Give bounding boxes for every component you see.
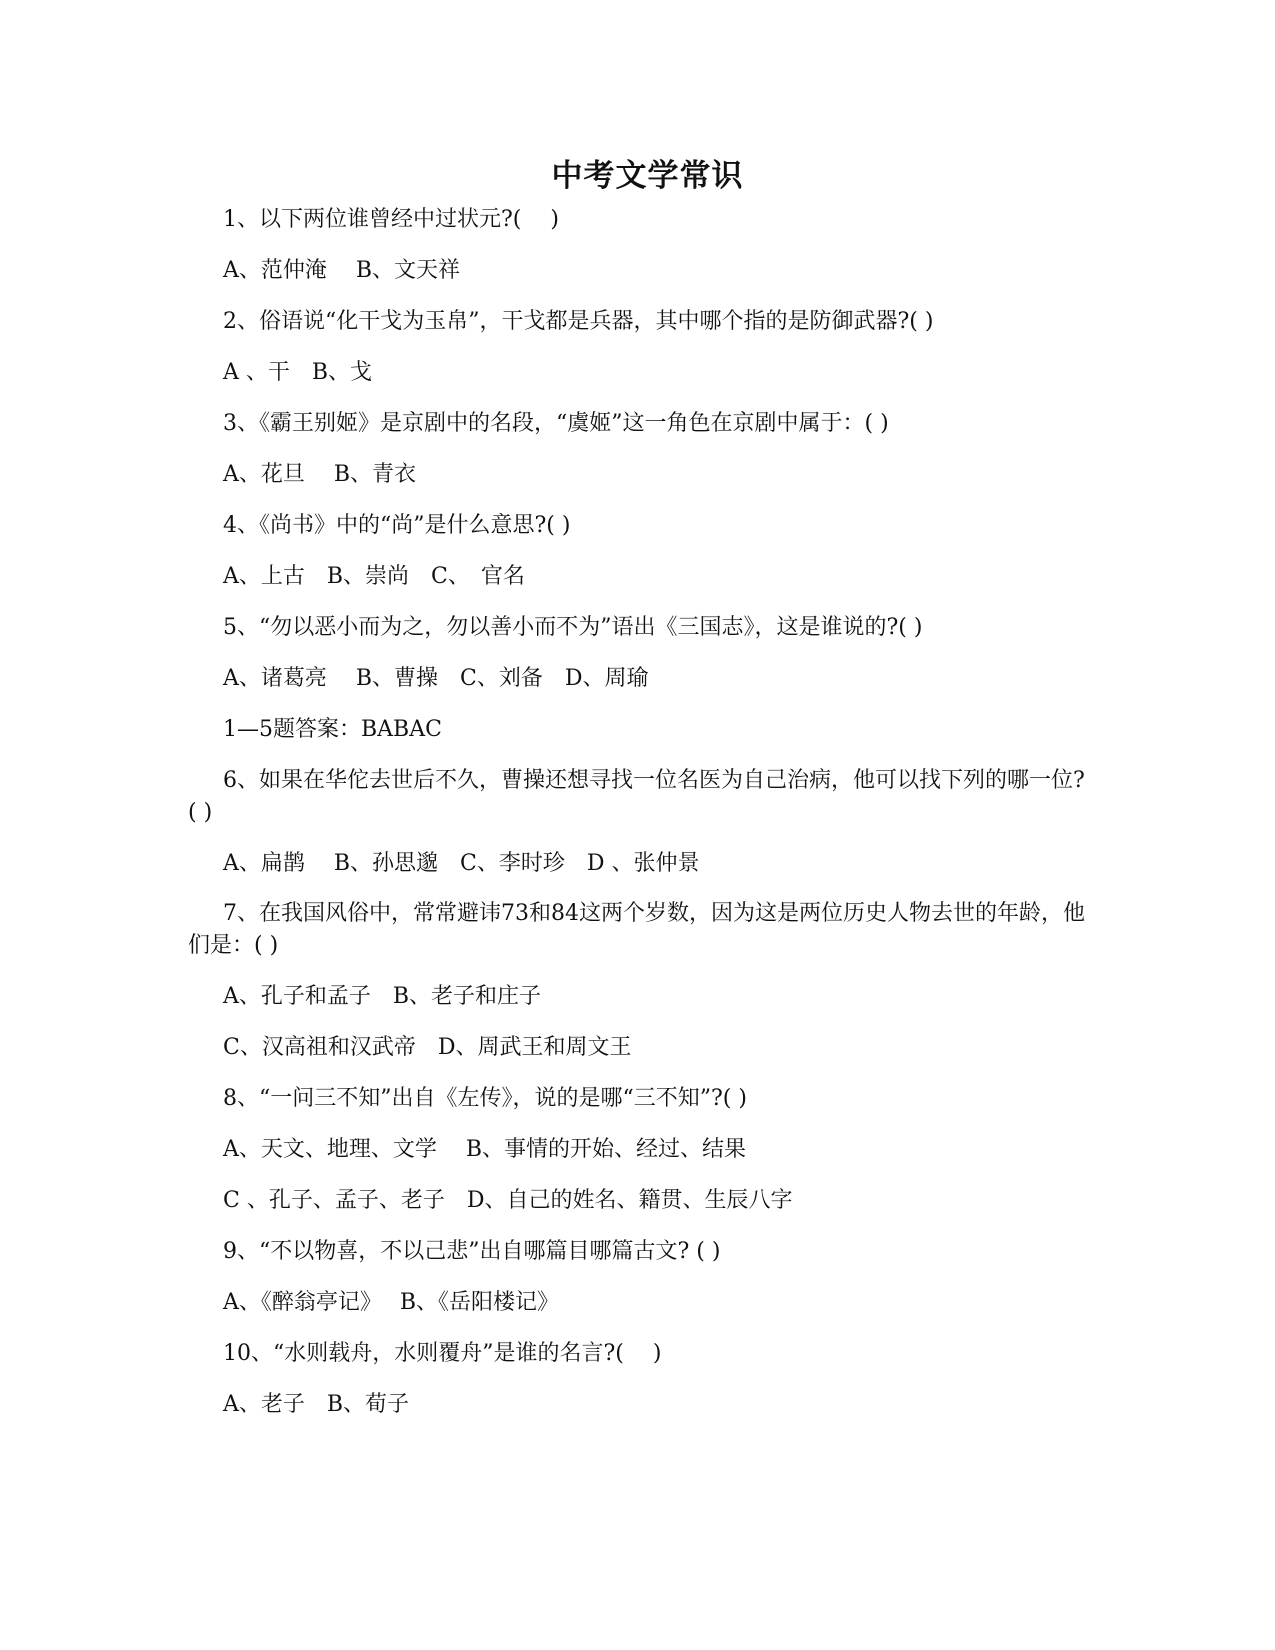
question-10: 10、“水则载舟，水则覆舟”是谁的名言?( ) — [223, 1341, 662, 1366]
question-9: 9、“不以物喜，不以己悲”出自哪篇目哪篇古文? ( ) — [223, 1239, 721, 1264]
options-4: A、上古 B、崇尚 C、 官名 — [223, 564, 525, 589]
question-2: 2、俗语说“化干戈为玉帛”，干戈都是兵器，其中哪个指的是防御武器?( ) — [223, 309, 934, 334]
question-7: 7、在我国风俗中，常常避讳73和84这两个岁数，因为这是两位历史人物去世的年龄，他们是：( ) — [188, 901, 1085, 958]
options-3: A、花旦 B、青衣 — [223, 462, 417, 487]
options-5: A、诸葛亮 B、曹操 C、刘备 D、周瑜 — [223, 666, 649, 691]
question-5: 5、“勿以恶小而为之，勿以善小而不为”语出《三国志》，这是谁说的?( ) — [223, 615, 923, 640]
options-1: A、范仲淹 B、文天祥 — [223, 258, 461, 283]
page-title: 中考文学常识 — [551, 158, 744, 194]
options-6: A、扁鹊 B、孙思邈 C、李时珍 D 、张仲景 — [223, 851, 700, 876]
options-7a: A、孔子和孟子 B、老子和庄子 — [223, 984, 542, 1009]
options-8b: C 、孔子、孟子、老子 D、自己的姓名、籍贯、生辰八字 — [223, 1188, 793, 1213]
options-9: A、《醉翁亭记》 B、《岳阳楼记》 — [223, 1290, 560, 1315]
question-6: 6、如果在华佗去世后不久，曹操还想寻找一位名医为自己治病，他可以找下列的哪一位?( ) — [188, 768, 1085, 825]
options-10: A、老子 B、荀子 — [223, 1392, 410, 1417]
question-4: 4、《尚书》中的“尚”是什么意思?( ) — [223, 513, 571, 538]
question-8: 8、“一问三不知”出自《左传》，说的是哪“三不知”?( ) — [223, 1086, 747, 1111]
options-7b: C、汉高祖和汉武帝 D、周武王和周文王 — [223, 1035, 632, 1060]
answer-key-1-5: 1—5题答案：BABAC — [223, 717, 442, 742]
options-8a: A、天文、地理、文学 B、事情的开始、经过、结果 — [223, 1137, 747, 1162]
question-3: 3、《霸王别姬》是京剧中的名段，“虞姬”这一角色在京剧中属于：( ) — [223, 411, 889, 436]
question-1: 1、以下两位谁曾经中过状元?( ) — [223, 207, 559, 232]
options-2: A 、干 B、戈 — [223, 360, 373, 385]
